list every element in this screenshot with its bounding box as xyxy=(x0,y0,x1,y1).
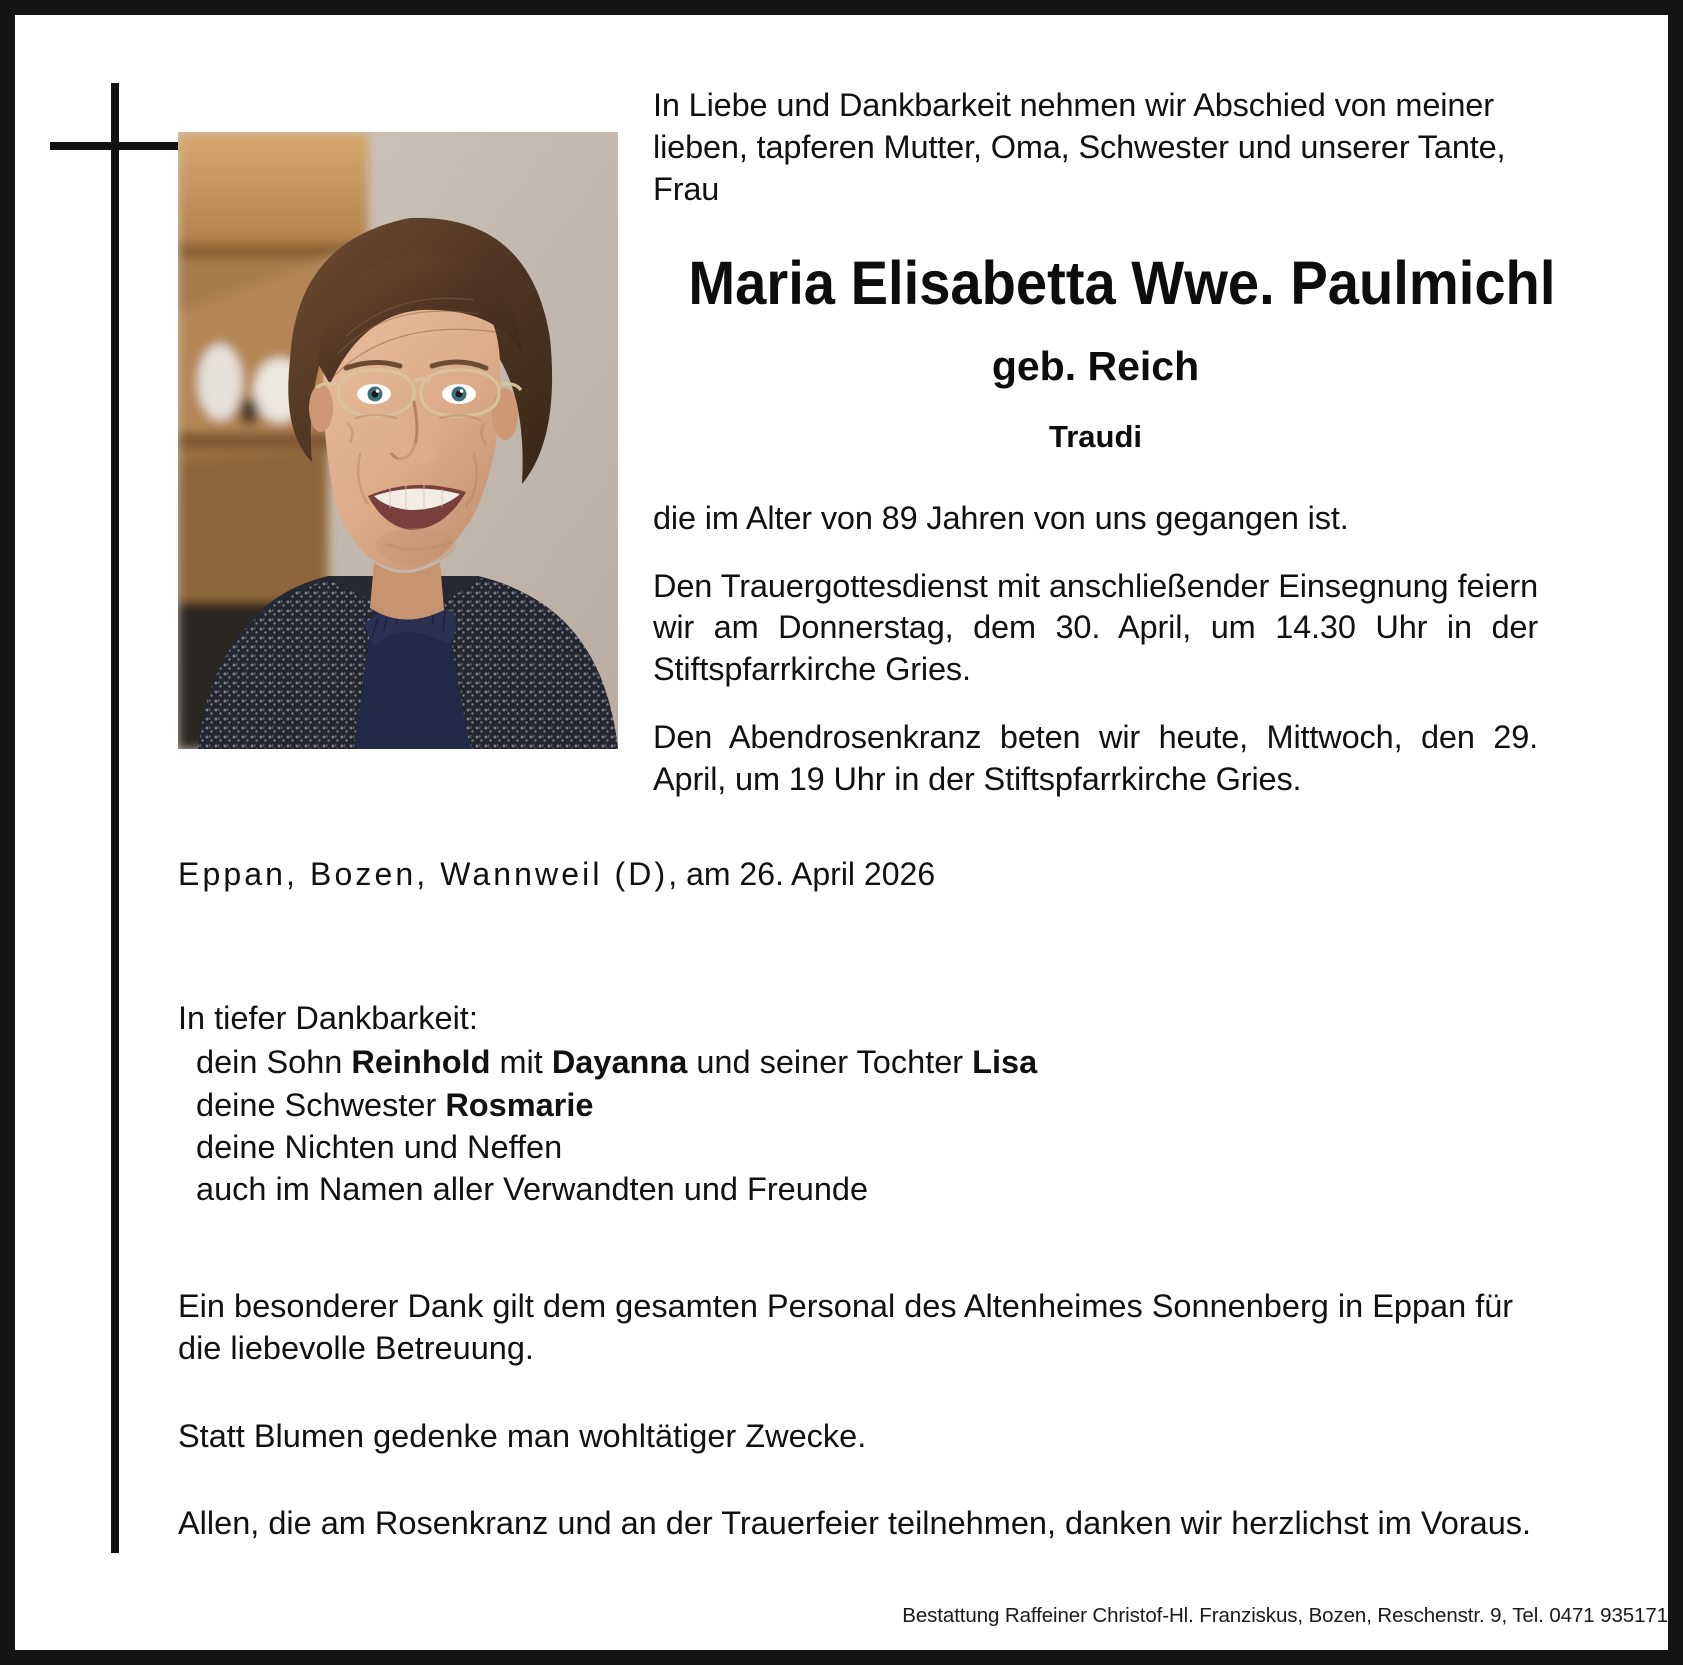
latin-cross-icon xyxy=(111,83,119,1553)
family-text: deine Schwester xyxy=(196,1086,446,1123)
notice-paper xyxy=(15,15,1668,1650)
funeral-home-footer: Bestattung Raffeiner Christof-Hl. Franziskus, Bozen, Reschenstr. 9, Tel. 0471 935171 xyxy=(902,1604,1668,1627)
family-text: deine Nichten und Neffen xyxy=(196,1128,563,1165)
main-text-column xyxy=(653,85,1556,800)
family-line xyxy=(196,1168,1538,1210)
lower-text-block xyxy=(178,855,1538,1545)
latin-cross-crossbar-icon xyxy=(50,142,180,150)
special-thanks: Ein besonderer Dank gilt dem gesamten Personal des Altenheimes Sonnenberg in Eppan für die liebevolle Betreuung. xyxy=(178,1288,1514,1366)
deceased-name: Maria Elisabetta Wwe. Paulmichl xyxy=(688,249,1556,318)
family-line xyxy=(196,1126,1538,1168)
gratitude-heading: In tiefer Dankbarkeit: xyxy=(178,1000,478,1037)
age-line: die im Alter von 89 Jahren von uns gegangen ist. xyxy=(653,499,1349,536)
places: Eppan, Bozen, Wannweil (D) xyxy=(178,856,669,892)
family-text: dein Sohn xyxy=(196,1044,352,1081)
attendance-thanks: Allen, die am Rosenkranz und an der Trauerfeier teilnehmen, danken wir herzlichst im Voraus. xyxy=(178,1505,1532,1542)
family-text: auch im Namen aller Verwandten und Freunde xyxy=(196,1171,869,1208)
family-member-name: Rosmarie xyxy=(445,1086,594,1123)
place-and-date xyxy=(178,855,1538,893)
flowers-note: Statt Blumen gedenke man wohltätiger Zwecke. xyxy=(178,1417,867,1454)
rosary-details: Den Abendrosenkranz beten wir heute, Mittwoch, den 29. April, um 19 Uhr in der Stiftspfarrkirche Gries. xyxy=(653,718,1538,797)
family-member-name: Lisa xyxy=(972,1044,1038,1081)
nickname: Traudi xyxy=(1048,418,1142,454)
family-list xyxy=(196,1041,1538,1210)
notice-date: , am 26. April 2026 xyxy=(668,856,936,892)
family-text: mit xyxy=(490,1044,552,1081)
portrait-photo xyxy=(178,132,618,749)
service-details: Den Trauergottesdienst mit anschließender Einsegnung feiern wir am Donnerstag, dem 30. April, um 14.30 Uhr in der Stiftspfarrkirche Gries. xyxy=(653,567,1538,688)
family-line xyxy=(196,1041,1538,1083)
intro-text: In Liebe und Dankbarkeit nehmen wir Abschied von meiner lieben, tapferen Mutter, Oma, Schwester und unserer Tante, Frau xyxy=(653,87,1506,207)
family-text: und seiner Tochter xyxy=(687,1044,973,1081)
family-member-name: Reinhold xyxy=(351,1044,491,1081)
family-member-name: Dayanna xyxy=(551,1044,688,1081)
family-line xyxy=(196,1084,1538,1126)
maiden-name: geb. Reich xyxy=(991,342,1200,389)
